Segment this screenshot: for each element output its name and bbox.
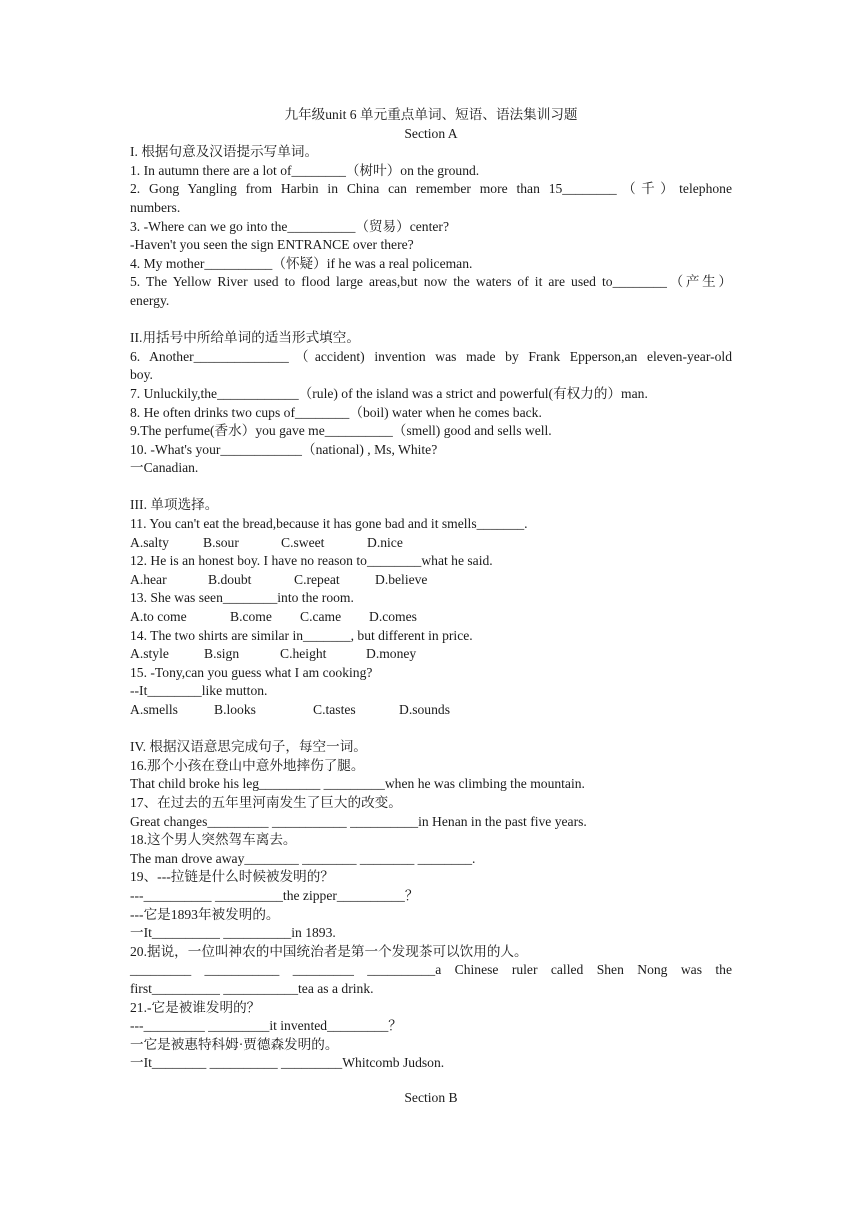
part3-heading: III. 单项选择。 <box>130 497 219 513</box>
q3-line: 3. -Where can we go into the__________（贸易）center? <box>130 218 449 234</box>
q2-line-cont: numbers. <box>130 199 181 215</box>
q18-english: The man drove away________ ________ ________ ________. <box>130 850 476 866</box>
q5-line-cont: energy. <box>130 292 170 308</box>
q9-line: 9.The perfume(香水）you gave me__________（smell) good and sells well. <box>130 423 552 439</box>
q12-options <box>130 571 732 590</box>
q4-line: 4. My mother__________（怀疑）if he was a real policeman. <box>130 255 473 271</box>
option: D.believe <box>375 571 428 587</box>
q1-line: 1. In autumn there are a lot of________（树叶）on the ground. <box>130 162 480 178</box>
q16-english: That child broke his leg_________ _________when he was climbing the mountain. <box>130 776 585 792</box>
option: D.money <box>366 646 417 662</box>
q19-english-reply: 一It__________ __________in 1893. <box>130 925 336 941</box>
option: C.sweet <box>281 534 325 550</box>
q14-stem: 14. The two shirts are similar in_______, but different in price. <box>130 627 473 643</box>
q12-stem: 12. He is an honest boy. I have no reason to________what he said. <box>130 553 493 569</box>
option: D.nice <box>367 534 403 550</box>
part1-heading: I. 根据句意及汉语提示写单词。 <box>130 144 319 160</box>
option: C.height <box>280 646 327 662</box>
section-a-heading: Section A <box>404 125 458 141</box>
option: A.smells <box>130 702 178 717</box>
q7-line: 7. Unluckily,the____________（rule) of the island was a strict and powerful(有权力的）man. <box>130 385 648 401</box>
q10-line: 10. -What's your____________（national) , Ms, White? <box>130 441 438 457</box>
q18-chinese: 18.这个男人突然驾车离去。 <box>130 832 297 848</box>
q13-options <box>130 608 732 627</box>
q19-chinese-reply: ---它是1893年被发明的。 <box>130 906 280 922</box>
option: B.sign <box>204 646 240 662</box>
option: B.looks <box>214 702 256 717</box>
q11-stem: 11. You can't eat the bread,because it has gone bad and it smells_______. <box>130 516 528 532</box>
q20-english-cont: first__________ ___________tea as a drink. <box>130 980 374 996</box>
q19-chinese: 19、---拉链是什么时候被发明的？ <box>130 869 334 885</box>
option: D.comes <box>369 609 417 625</box>
q20-chinese: 20.据说，一位叫神农的中国统治者是第一个发现茶可以饮用的人。 <box>130 943 528 959</box>
spacer <box>130 311 732 330</box>
option: A.salty <box>130 534 169 550</box>
q2-line: 2. Gong Yangling from Harbin in China can remember more than 15________（千）telephone <box>130 181 732 197</box>
q14-options <box>130 645 732 664</box>
q19-english: ---__________ __________the zipper__________？ <box>130 887 419 903</box>
q16-chinese: 16.那个小孩在登山中意外地摔伤了腿。 <box>130 757 365 773</box>
q5-line: 5. The Yellow River used to flood large areas,but now the waters of it are used to________（产生） <box>130 274 732 290</box>
option: B.come <box>230 609 272 625</box>
q21-english-reply: 一It________ __________ _________Whitcomb Judson. <box>130 1055 445 1071</box>
q17-chinese: 17、在过去的五年里河南发生了巨大的改变。 <box>130 794 402 810</box>
q6-line: 6. Another______________（accident) invention was made by Frank Epperson,an eleven-year-old <box>130 348 732 364</box>
q15-stem: 15. -Tony,can you guess what I am cooking? <box>130 664 373 680</box>
spacer <box>130 478 732 497</box>
worksheet-title: 九年级unit 6 单元重点单词、短语、语法集训习题 <box>284 107 578 122</box>
q21-english: ---_________ _________it invented_________？ <box>130 1018 402 1034</box>
option: D.sounds <box>399 702 450 717</box>
option: C.came <box>300 609 342 625</box>
q13-stem: 13. She was seen________into the room. <box>130 590 354 606</box>
option: A.hear <box>130 571 167 587</box>
q8-line: 8. He often drinks two cups of________（boil) water when he comes back. <box>130 404 542 420</box>
q21-chinese-reply: 一它是被惠特科姆·贾德森发明的。 <box>130 1036 339 1052</box>
spacer <box>130 720 732 739</box>
q10-line-reply: 一Canadian. <box>130 460 199 476</box>
option: C.tastes <box>313 702 356 717</box>
option: B.sour <box>203 534 239 550</box>
q15-options <box>130 701 732 720</box>
part2-heading: II.用括号中所给单词的适当形式填空。 <box>130 330 360 346</box>
option: B.doubt <box>208 571 252 587</box>
q21-chinese: 21.-它是被谁发明的？ <box>130 999 261 1015</box>
option: A.style <box>130 646 169 662</box>
q17-english: Great changes_________ ___________ __________in Henan in the past five years. <box>130 813 587 829</box>
q6-line-cont: boy. <box>130 367 153 383</box>
part4-heading: IV. 根据汉语意思完成句子，每空一词。 <box>130 739 367 755</box>
option: A.to come <box>130 609 187 625</box>
q3-line-reply: -Haven't you seen the sign ENTRANCE over there? <box>130 237 414 253</box>
q15-stem-reply: --It________like mutton. <box>130 683 268 699</box>
worksheet <box>130 106 732 1073</box>
q11-options <box>130 534 732 553</box>
section-b-heading: Section B <box>404 1090 458 1105</box>
option: C.repeat <box>294 571 340 587</box>
q20-english: _________ ___________ _________ __________a Chinese ruler called Shen Nong was the <box>130 962 732 978</box>
